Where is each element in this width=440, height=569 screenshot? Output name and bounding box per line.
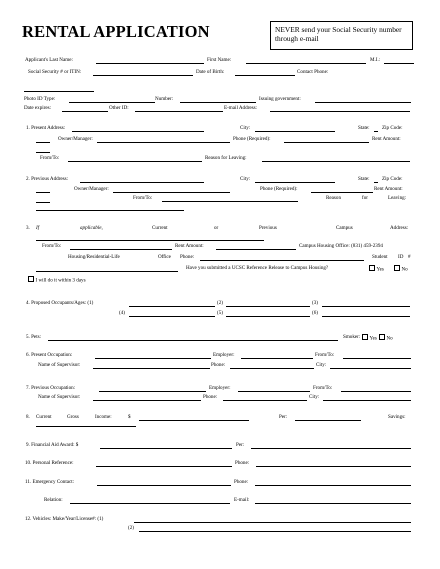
campus-rent-field[interactable] bbox=[216, 249, 296, 250]
smoker-label: Smoker: bbox=[343, 334, 361, 340]
income-per-label: Per: bbox=[279, 414, 288, 420]
vehicle-2-label: (2) bbox=[128, 525, 134, 531]
campus-section-number: 3. bbox=[26, 225, 30, 231]
smoker-yes-option[interactable] bbox=[362, 334, 377, 343]
housing-phone-field[interactable] bbox=[200, 260, 364, 261]
student-id-field[interactable] bbox=[36, 271, 178, 272]
emergency-phone-field[interactable] bbox=[255, 485, 411, 486]
pets-label: 5. Pets: bbox=[26, 334, 42, 340]
within-3-days-option[interactable] bbox=[28, 276, 86, 285]
previous-reason-field[interactable] bbox=[36, 210, 184, 211]
date-expires-label: Date expires: bbox=[24, 105, 52, 111]
previous-from-to-label: From/To: bbox=[133, 195, 153, 201]
previous-rent-field[interactable] bbox=[36, 202, 50, 203]
present-job-from-to-label: From/To: bbox=[315, 352, 335, 358]
email-label: E-mail Address: bbox=[224, 105, 257, 111]
campus-from-to-label: From/To: bbox=[42, 243, 62, 249]
emergency-contact-label: 11. Emergency Contact: bbox=[25, 479, 75, 485]
financial-aid-label: 9. Financial Aid Award: $ bbox=[26, 442, 79, 448]
dob-label: Date of Birth: bbox=[196, 69, 225, 75]
present-address-field[interactable] bbox=[72, 131, 204, 132]
campus-if-label: If bbox=[36, 225, 40, 231]
previous-city-field[interactable] bbox=[255, 182, 335, 183]
other-id-label: Other ID: bbox=[109, 105, 129, 111]
present-zip-label: Zip Code: bbox=[382, 125, 403, 131]
previous-job-phone-label: Phone: bbox=[203, 394, 218, 400]
id-number-field[interactable] bbox=[180, 102, 256, 103]
occupant-4-field[interactable] bbox=[129, 316, 215, 317]
student-id-label: ID bbox=[398, 254, 404, 260]
previous-employer-field[interactable] bbox=[238, 391, 310, 392]
campus-from-to-field[interactable] bbox=[70, 249, 172, 250]
present-job-phone-label: Phone: bbox=[211, 362, 226, 368]
occupant-5-field[interactable] bbox=[226, 316, 310, 317]
present-employer-label: Employer: bbox=[213, 352, 235, 358]
occupant-3-label: (3) bbox=[312, 300, 318, 306]
previous-state-field[interactable] bbox=[374, 182, 378, 183]
occupant-4-label: (4) bbox=[119, 310, 125, 316]
previous-address-field[interactable] bbox=[80, 182, 204, 183]
vehicle-2-field[interactable] bbox=[139, 531, 411, 532]
financial-aid-field[interactable] bbox=[100, 448, 232, 449]
emergency-contact-field[interactable] bbox=[97, 485, 231, 486]
release-no-label: No bbox=[401, 266, 408, 273]
campus-address-label: Address: bbox=[390, 225, 409, 231]
campus-rent-label: Rent Amount: bbox=[175, 243, 204, 249]
previous-occupation-field[interactable] bbox=[99, 391, 206, 392]
previous-state-label: State: bbox=[358, 176, 370, 182]
reference-phone-label: Phone: bbox=[235, 460, 250, 466]
first-name-field[interactable] bbox=[246, 63, 366, 64]
present-phone-field[interactable] bbox=[284, 142, 369, 143]
previous-rent-label: Rent Amount: bbox=[374, 186, 403, 192]
photo-id-field[interactable] bbox=[69, 102, 155, 103]
release-no-checkbox[interactable] bbox=[394, 265, 400, 271]
reference-phone-field[interactable] bbox=[256, 466, 411, 467]
smoker-no-label: No bbox=[386, 335, 393, 342]
pets-field[interactable] bbox=[48, 340, 338, 341]
campus-address-field[interactable] bbox=[36, 240, 264, 241]
savings-label: Savings: bbox=[388, 414, 406, 420]
emergency-email-label: E-mail: bbox=[234, 497, 250, 503]
release-yes-option[interactable] bbox=[369, 265, 384, 274]
present-supervisor-field[interactable] bbox=[93, 368, 210, 369]
housing-life-label: Housing/Residential-Life bbox=[68, 254, 120, 260]
previous-from-to-field[interactable] bbox=[162, 201, 298, 202]
smoker-yes-checkbox[interactable] bbox=[362, 334, 368, 340]
vehicles-label: 12. Vehicles: Make/Year/License#: (1) bbox=[25, 516, 104, 522]
emergency-email-field[interactable] bbox=[255, 503, 411, 504]
campus-or-label: or bbox=[214, 225, 219, 231]
occupant-2-field[interactable] bbox=[226, 306, 310, 307]
present-reason-label: Reason for Leaving: bbox=[205, 155, 247, 161]
financial-aid-per-field[interactable] bbox=[251, 448, 411, 449]
occupant-6-label: (6) bbox=[312, 310, 318, 316]
housing-phone-label: Phone: bbox=[180, 254, 195, 260]
income-dollar-sign: $ bbox=[128, 414, 131, 420]
mi-field[interactable] bbox=[384, 63, 414, 64]
previous-job-city-field[interactable] bbox=[323, 400, 411, 401]
student-id-hash: # bbox=[408, 254, 411, 260]
page-title: RENTAL APPLICATION bbox=[22, 22, 210, 41]
present-address-label: 1. Present Address: bbox=[26, 125, 66, 131]
campus-previous-label: Previous bbox=[259, 225, 277, 231]
ssn-warning-box: NEVER send your Social Security number through e-mail bbox=[270, 21, 413, 50]
income-number: 8. bbox=[26, 414, 30, 420]
previous-supervisor-label: Name of Supervisor: bbox=[38, 394, 81, 400]
income-gross-label: Gross bbox=[67, 414, 79, 420]
contact-phone-label: Contact Phone: bbox=[297, 69, 329, 75]
present-phone-label: Phone (Required): bbox=[233, 136, 271, 142]
income-amount-field[interactable] bbox=[139, 420, 249, 421]
previous-zip-label: Zip Code: bbox=[382, 176, 403, 182]
present-owner-label: Owner/Manager: bbox=[58, 136, 93, 142]
smoker-no-checkbox[interactable] bbox=[379, 334, 385, 340]
personal-reference-label: 10. Personal Reference: bbox=[25, 460, 74, 466]
previous-zip-field[interactable] bbox=[36, 192, 50, 193]
savings-field[interactable] bbox=[36, 426, 136, 427]
present-occupation-field[interactable] bbox=[95, 358, 211, 359]
previous-phone-label: Phone (Required): bbox=[260, 186, 298, 192]
vehicle-1-field[interactable] bbox=[134, 522, 411, 523]
previous-job-city-label: City: bbox=[309, 394, 320, 400]
campus-housing-office: Campus Housing Office: (831) 459-2394 bbox=[299, 243, 383, 249]
previous-reason-label: Reason bbox=[326, 195, 341, 201]
occupant-3-field[interactable] bbox=[322, 306, 410, 307]
mi-label: M.I.: bbox=[370, 57, 381, 63]
ssn-field[interactable] bbox=[93, 75, 193, 76]
previous-job-phone-field[interactable] bbox=[223, 400, 307, 401]
emergency-phone-label: Phone: bbox=[234, 479, 249, 485]
present-supervisor-label: Name of Supervisor: bbox=[38, 362, 81, 368]
previous-supervisor-field[interactable] bbox=[93, 400, 201, 401]
income-label: Income: bbox=[95, 414, 112, 420]
ssn-label: Social Security # or ITIN: bbox=[28, 69, 82, 75]
present-owner-field[interactable] bbox=[97, 142, 230, 143]
present-job-city-field[interactable] bbox=[330, 368, 411, 369]
present-zip-field[interactable] bbox=[36, 142, 50, 143]
student-label: Student bbox=[372, 254, 388, 260]
financial-aid-per-label: Per: bbox=[236, 442, 245, 448]
housing-office-label: Office bbox=[158, 254, 171, 260]
last-name-field[interactable] bbox=[96, 63, 204, 64]
release-no-option[interactable] bbox=[394, 265, 408, 274]
present-reason-field[interactable] bbox=[262, 161, 410, 162]
within-3-days-label: I will do it within 3 days bbox=[35, 277, 86, 284]
release-yes-checkbox[interactable] bbox=[369, 265, 375, 271]
campus-applicable-label: applicable, bbox=[80, 225, 103, 231]
issuing-government-field[interactable] bbox=[315, 102, 411, 103]
present-rent-label: Rent Amount: bbox=[372, 136, 401, 142]
release-yes-label: Yes bbox=[376, 266, 384, 273]
previous-owner-field[interactable] bbox=[113, 192, 230, 193]
previous-employer-label: Employer: bbox=[209, 385, 231, 391]
present-job-from-to-field[interactable] bbox=[343, 358, 411, 359]
occupant-5-label: (5) bbox=[217, 310, 223, 316]
previous-city-label: City: bbox=[240, 176, 251, 182]
occupant-2-label: (2) bbox=[217, 300, 223, 306]
smoker-yes-label: Yes bbox=[369, 335, 377, 342]
previous-job-from-to-field[interactable] bbox=[341, 391, 411, 392]
contact-phone-field[interactable] bbox=[24, 91, 94, 92]
present-occupation-label: 6. Present Occupation: bbox=[26, 352, 73, 358]
other-id-field[interactable] bbox=[135, 111, 223, 112]
relation-field[interactable] bbox=[70, 503, 230, 504]
previous-leaving-label: Leaving: bbox=[388, 195, 407, 201]
release-question: Have you submitted a UCSC Reference Release to Campus Housing? bbox=[186, 265, 329, 271]
id-number-label: Number: bbox=[155, 96, 174, 102]
campus-campus-label: Campus bbox=[336, 225, 353, 231]
previous-for-label: for bbox=[362, 195, 368, 201]
present-job-phone-field[interactable] bbox=[230, 368, 314, 369]
present-state-field[interactable] bbox=[374, 131, 378, 132]
present-state-label: State: bbox=[358, 125, 370, 131]
campus-current-label: Current bbox=[152, 225, 168, 231]
occupants-label: 4. Proposed Occupants/Ages: (1) bbox=[26, 300, 94, 306]
present-employer-field[interactable] bbox=[241, 358, 313, 359]
date-expires-field[interactable] bbox=[62, 111, 108, 112]
photo-id-label: Photo ID Type: bbox=[24, 96, 56, 102]
income-per-field[interactable] bbox=[295, 420, 361, 421]
previous-address-label: 2. Previous Address: bbox=[26, 176, 69, 182]
relation-label: Relation: bbox=[44, 497, 63, 503]
income-current-label: Current bbox=[36, 414, 52, 420]
smoker-no-option[interactable] bbox=[379, 334, 393, 343]
present-from-to-field[interactable] bbox=[68, 161, 202, 162]
present-from-to-label: From/To: bbox=[40, 155, 60, 161]
last-name-label: Applicant's Last Name: bbox=[25, 57, 73, 63]
occupant-6-field[interactable] bbox=[322, 316, 410, 317]
issuing-government-label: Issuing government: bbox=[259, 96, 301, 102]
personal-reference-field[interactable] bbox=[96, 466, 232, 467]
present-rent-field[interactable] bbox=[36, 152, 50, 153]
previous-phone-field[interactable] bbox=[311, 192, 373, 193]
previous-occupation-label: 7. Previous Occupation: bbox=[26, 385, 76, 391]
within-3-days-checkbox[interactable] bbox=[28, 276, 34, 282]
occupant-1-field[interactable] bbox=[129, 306, 215, 307]
present-job-city-label: City: bbox=[316, 362, 327, 368]
present-city-field[interactable] bbox=[255, 131, 335, 132]
previous-owner-label: Owner/Manager: bbox=[74, 186, 109, 192]
first-name-label: First Name: bbox=[207, 57, 232, 63]
present-city-label: City: bbox=[240, 125, 251, 131]
previous-job-from-to-label: From/To: bbox=[313, 385, 333, 391]
dob-field[interactable] bbox=[235, 75, 295, 76]
email-field[interactable] bbox=[270, 111, 410, 112]
